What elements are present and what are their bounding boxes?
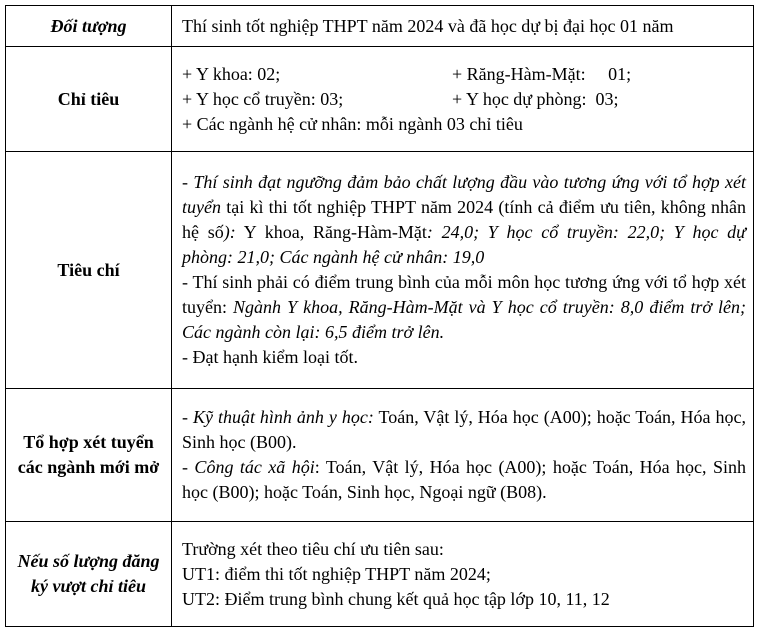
priority-line: UT1: điểm thi tốt nghiệp THPT năm 2024; [182,563,491,584]
criteria-text: ): [223,222,236,242]
content-chi-tieu [172,47,754,152]
header-tieu-chi: Tiêu chí [6,152,172,389]
criteria-text: Y khoa, Răng-Hàm-Mặt [235,222,427,242]
criteria-text: Ngành Y khoa, Răng-Hàm-Mặt và Y học cổ truyền: 8,0 điểm trở lên; Các ngành còn lại: 6,5 điểm trở lên. [182,297,746,342]
content-doi-tuong: Thí sinh tốt nghiệp THPT năm 2024 và đã học dự bị đại học 01 năm [172,6,754,47]
quota-grid [182,62,746,112]
criteria-text: - Thí sinh đạt ngưỡng đảm bảo chất lượng đầu vào tương ứng với tổ hợp xét tuyển [182,172,746,217]
content-to-hop [172,389,754,522]
content-tieu-chi [172,152,754,389]
quota-item: + Y học cổ truyền: 03; [182,88,344,109]
combo-text: Toán, Vật lý, Hóa học (A00); hoặc Toán, Hóa học, Sinh học (B00). [182,407,746,452]
row-tieu-chi [6,152,754,389]
quota-bachelor: + Các ngành hệ cử nhân: mỗi ngành 03 chỉ tiêu [182,113,523,134]
quota-item: + Y học dự phòng: 03; [452,88,619,109]
row-to-hop [6,389,754,522]
criteria-paragraph-2 [182,270,746,345]
header-vuot-chi-tieu: Nếu số lượng đăng ký vượt chỉ tiêu [6,522,172,627]
combo-social-work [182,455,746,505]
header-chi-tieu: Chỉ tiêu [6,47,172,152]
header-doi-tuong: Đối tượng [6,6,172,47]
row-vuot-chi-tieu [6,522,754,627]
priority-line: Trường xét theo tiêu chí ưu tiên sau: [182,538,444,559]
priority-line: UT2: Điểm trung bình chung kết quả học tập lớp 10, 11, 12 [182,588,610,609]
criteria-paragraph-3: - Đạt hạnh kiểm loại tốt. [182,347,358,367]
combo-text: : Toán, Vật lý, Hóa học (A00); hoặc Toán, Hóa học, Sinh học (B00); hoặc Toán, Sinh học, Ngoại ngữ (B08). [182,457,747,502]
criteria-text: : 24,0; Y học cổ truyền: 22,0; Y học dự phòng: 21,0; Các ngành hệ cử nhân: 19,0 [182,222,746,267]
combo-imaging [182,405,746,455]
content-vuot-chi-tieu [172,522,754,627]
row-doi-tuong [6,6,754,47]
admission-table [5,5,754,627]
row-chi-tieu [6,47,754,152]
header-to-hop: Tổ hợp xét tuyển các ngành mới mở [6,389,172,522]
combo-text: - Kỹ thuật hình ảnh y học: [182,407,374,427]
criteria-paragraph-1 [182,170,746,270]
quota-item: + Răng-Hàm-Mặt: 01; [452,63,632,84]
combo-text: - Công tác xã hội [182,457,315,477]
criteria-text: - Thí sinh phải có điểm trung bình của mỗi môn học tương ứng với tổ hợp xét tuyển: [182,272,746,317]
quota-item: + Y khoa: 02; [182,63,281,84]
criteria-text: tại kì thi tốt nghiệp THPT năm 2024 (tính cả điểm ưu tiên, không nhân hệ số [182,197,746,242]
